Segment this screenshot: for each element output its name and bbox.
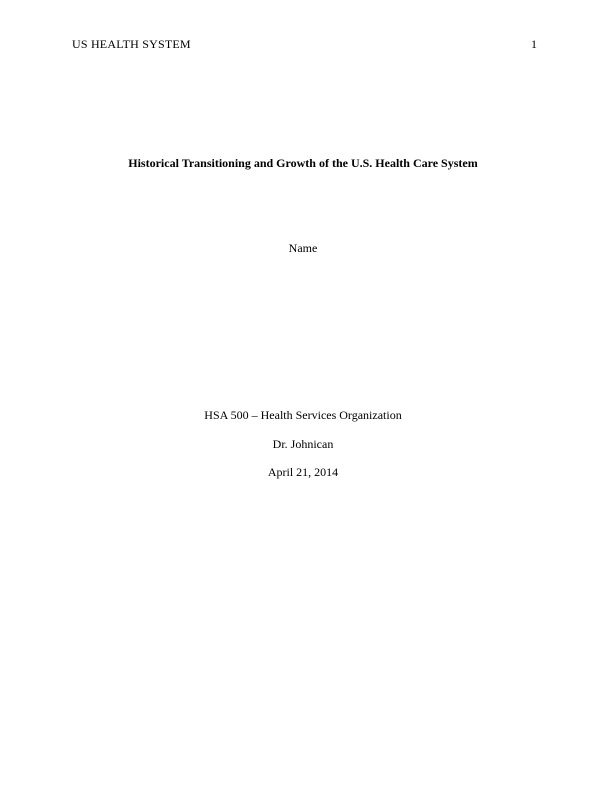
- page-number: 1: [531, 37, 537, 51]
- course-name: HSA 500 – Health Services Organization: [204, 408, 402, 422]
- instructor-name: Dr. Johnican: [272, 437, 334, 451]
- submission-date: April 21, 2014: [267, 465, 339, 479]
- paper-title: Historical Transitioning and Growth of the U.S. Health Care System: [128, 156, 478, 170]
- author-name: Name: [288, 241, 318, 255]
- running-head: US HEALTH SYSTEM: [72, 37, 191, 51]
